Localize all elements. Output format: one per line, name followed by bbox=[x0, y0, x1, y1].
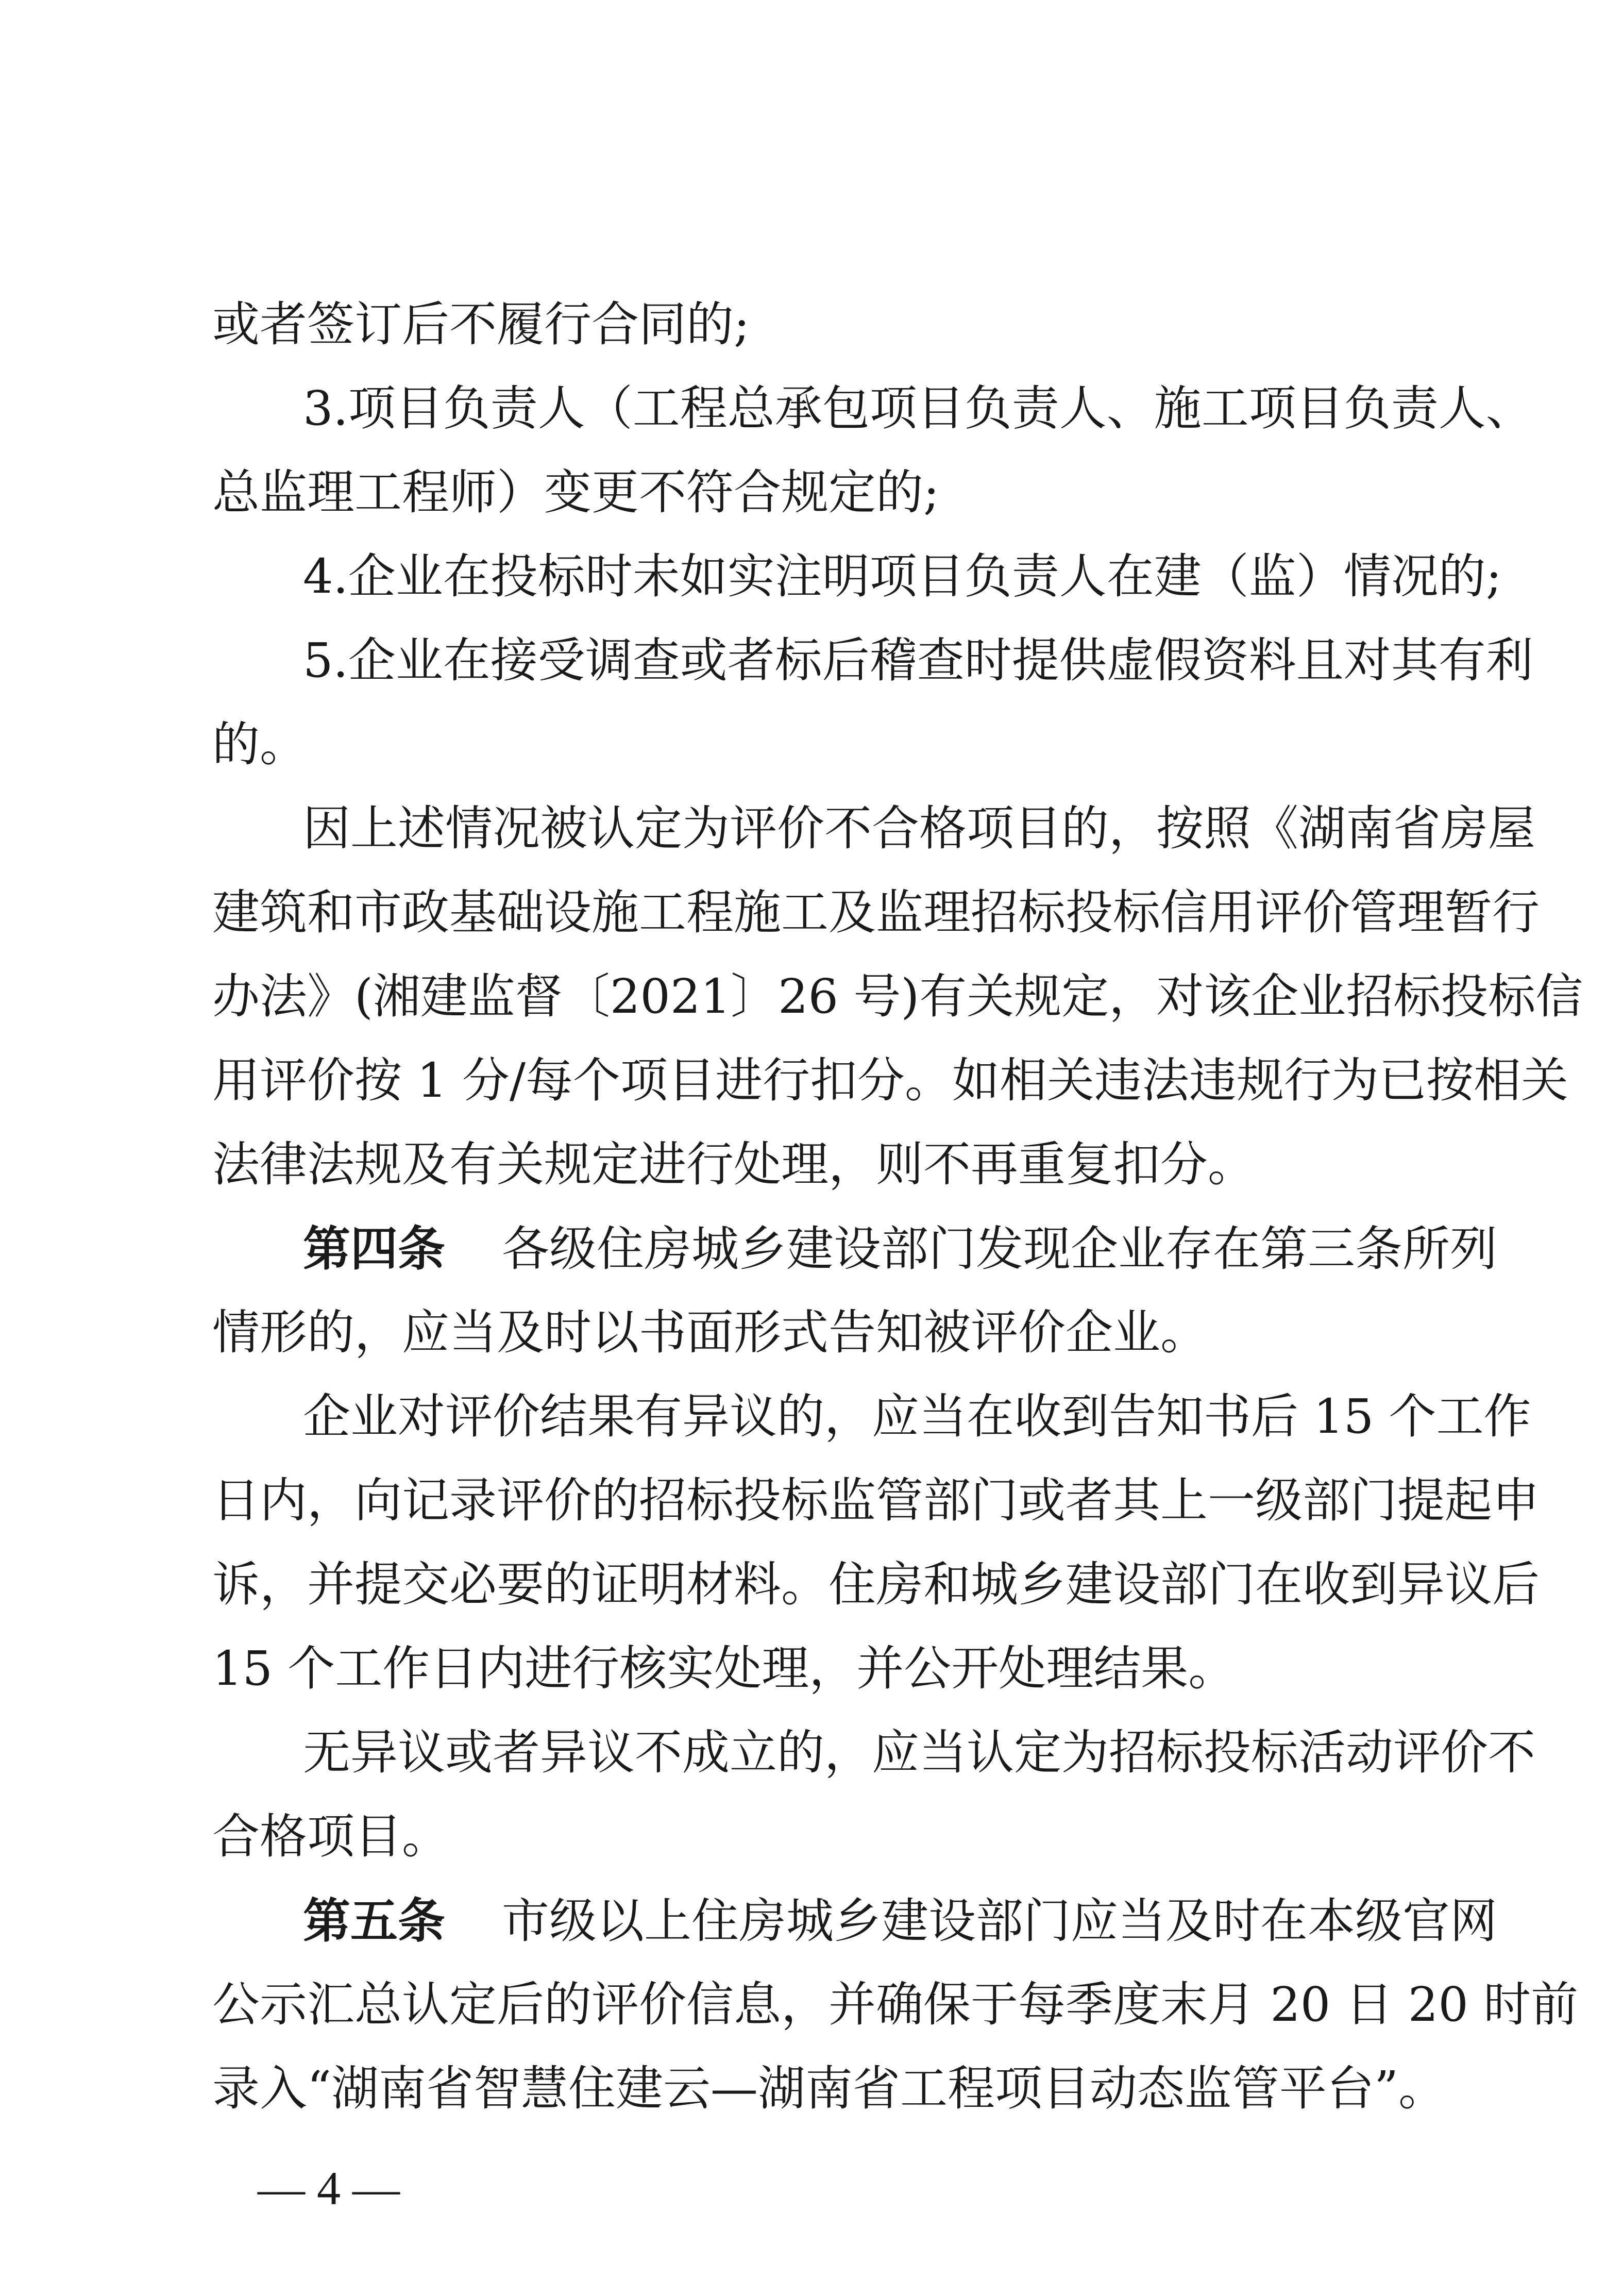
article-4-label: 第四条 bbox=[303, 1221, 446, 1277]
article-4-line bbox=[303, 1205, 1498, 1293]
text-line: 日内，向记录评价的招标投标监管部门或者其上一级部门提起申 bbox=[212, 1473, 1540, 1528]
text-line: 用评价按 1 分/每个项目进行扣分。如相关违法违规行为已按相关 bbox=[212, 1053, 1569, 1108]
text-line: 合格项目。 bbox=[212, 1809, 450, 1864]
text-line: 诉，并提交必要的证明材料。住房和城乡建设部门在收到异议后 bbox=[212, 1557, 1540, 1612]
text-line: 或者签订后不履行合同的; bbox=[212, 297, 750, 352]
text-line: 情形的，应当及时以书面形式告知被评价企业。 bbox=[212, 1305, 1208, 1360]
text-line: 因上述情况被认定为评价不合格项目的，按照《湖南省房屋 bbox=[303, 801, 1536, 856]
article-5-text: 市级以上住房城乡建设部门应当及时在本级官网 bbox=[502, 1893, 1498, 1949]
page-number: — 4 — bbox=[258, 2162, 400, 2215]
text-line: 3.项目负责人（工程总承包项目负责人、施工项目负责人、 bbox=[303, 381, 1533, 436]
text-line: 总监理工程师）变更不符合规定的; bbox=[212, 465, 939, 520]
text-line: 法律法规及有关规定进行处理，则不再重复扣分。 bbox=[212, 1137, 1256, 1192]
text-line: 无异议或者异议不成立的，应当认定为招标投标活动评价不 bbox=[303, 1725, 1536, 1780]
text-line: 5.企业在接受调查或者标后稽查时提供虚假资料且对其有利 bbox=[303, 633, 1533, 688]
text-line: 4.企业在投标时未如实注明项目负责人在建（监）情况的; bbox=[303, 549, 1502, 604]
text-line: 录入“湖南省智慧住建云—湖南省工程项目动态监管平台”。 bbox=[212, 2061, 1446, 2116]
text-line: 公示汇总认定后的评价信息，并确保于每季度末月 20 日 20 时前 bbox=[212, 1977, 1579, 2032]
text-line: 建筑和市政基础设施工程施工及监理招标投标信用评价管理暂行 bbox=[212, 885, 1540, 940]
article-5-line bbox=[303, 1877, 1498, 1965]
text-line: 15 个工作日内进行核实处理，并公开处理结果。 bbox=[212, 1641, 1236, 1696]
text-line: 的。 bbox=[212, 717, 308, 772]
text-line: 办法》(湘建监督〔2021〕26 号)有关规定，对该企业招标投标信 bbox=[212, 969, 1583, 1024]
article-5-label: 第五条 bbox=[303, 1893, 446, 1949]
article-4-text: 各级住房城乡建设部门发现企业存在第三条所列 bbox=[502, 1221, 1498, 1277]
text-line: 企业对评价结果有异议的，应当在收到告知书后 15 个工作 bbox=[303, 1389, 1531, 1444]
